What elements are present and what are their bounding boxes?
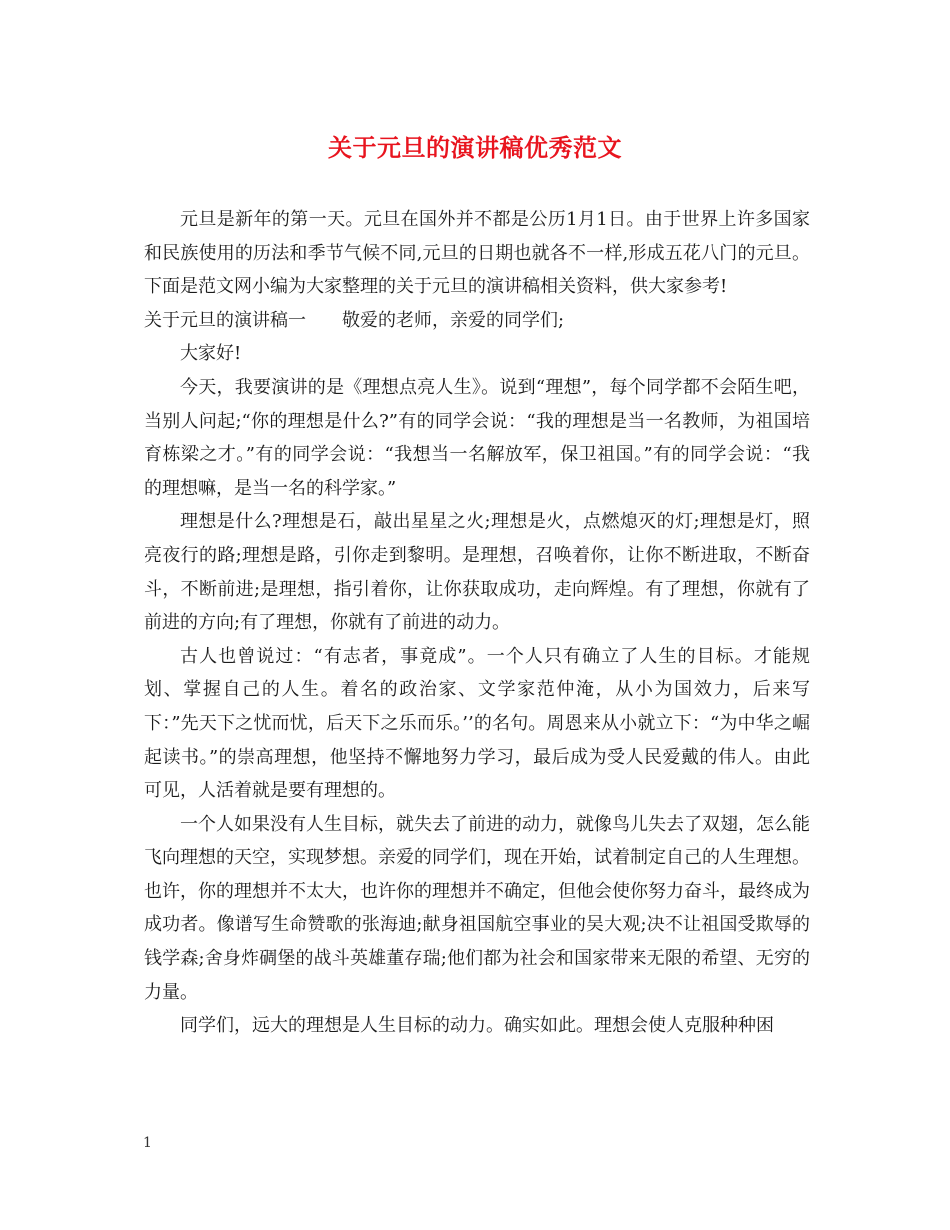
paragraph-closing: 同学们，远大的理想是人生目标的动力。确实如此。理想会使人克服种种困 — [180, 1015, 774, 1037]
paragraph-what-is-ideal: 理想是什么?理想是石，敲出星星之火;理想是火，点燃熄灭的灯;理想是灯，照亮夜行的路;理想是路，引你走到黎明。是理想，召唤着你，让你不断进取，不断奋斗，不断前进;是理想，指引着你，让你获取成功，走向辉煌。有了理想，你就有了前进的方向;有了理想，你就有了前进的动力。 — [144, 511, 810, 634]
page-title: 关于元旦的演讲稿优秀范文 — [328, 133, 622, 162]
document-body — [144, 203, 810, 1043]
paragraph-greeting: 大家好! — [180, 343, 242, 365]
paragraph-ancients: 古人也曾说过：“有志者，事竟成”。一个人只有确立了人生的目标。才能规划、掌握自己的人生。着名的政治家、文学家范仲淹，从小为国效力，后来写下：”先天下之忧而忧，后天下之乐而乐。’’的名句。周恩来从小就立下：“为中华之崛起读书。”的崇高理想，他坚持不懈地努力学习，最后成为受人民爱戴的伟人。由此可见，人活着就是要有理想的。 — [144, 645, 810, 802]
paragraph-topic: 今天，我要演讲的是《理想点亮人生》。说到“理想”，每个同学都不会陌生吧，当别人问起;“你的理想是什么?”有的同学会说：“我的理想是当一名教师，为祖国培育栋梁之才。”有的同学会说：“我想当一名解放军，保卫祖国。”有的同学会说：“我的理想嘛，是当一名的科学家。” — [144, 376, 810, 499]
paragraph-intro: 元旦是新年的第一天。元旦在国外并不都是公历1月1日。由于世界上许多国家和民族使用的历法和季节气候不同,元旦的日期也就各不一样,形成五花八门的元旦。下面是范文网小编为大家整理的关于元旦的演讲稿相关资料，供大家参考! — [144, 209, 810, 298]
page-number: 1 — [143, 1135, 152, 1151]
paragraph-speech-heading: 关于元旦的演讲稿一 敬爱的老师，亲爱的同学们; — [144, 309, 565, 331]
paragraph-goals: 一个人如果没有人生目标，就失去了前进的动力，就像鸟儿失去了双翅，怎么能飞向理想的天空，实现梦想。亲爱的同学们，现在开始，试着制定自己的人生理想。也许，你的理想并不太大，也许你的理想并不确定，但他会使你努力奋斗，最终成为成功者。像谱写生命赞歌的张海迪;献身祖国航空事业的吴大观;决不让祖国受欺辱的钱学森;舍身炸碉堡的战斗英雄董存瑞;他们都为社会和国家带来无限的希望、无穷的力量。 — [144, 813, 810, 1003]
